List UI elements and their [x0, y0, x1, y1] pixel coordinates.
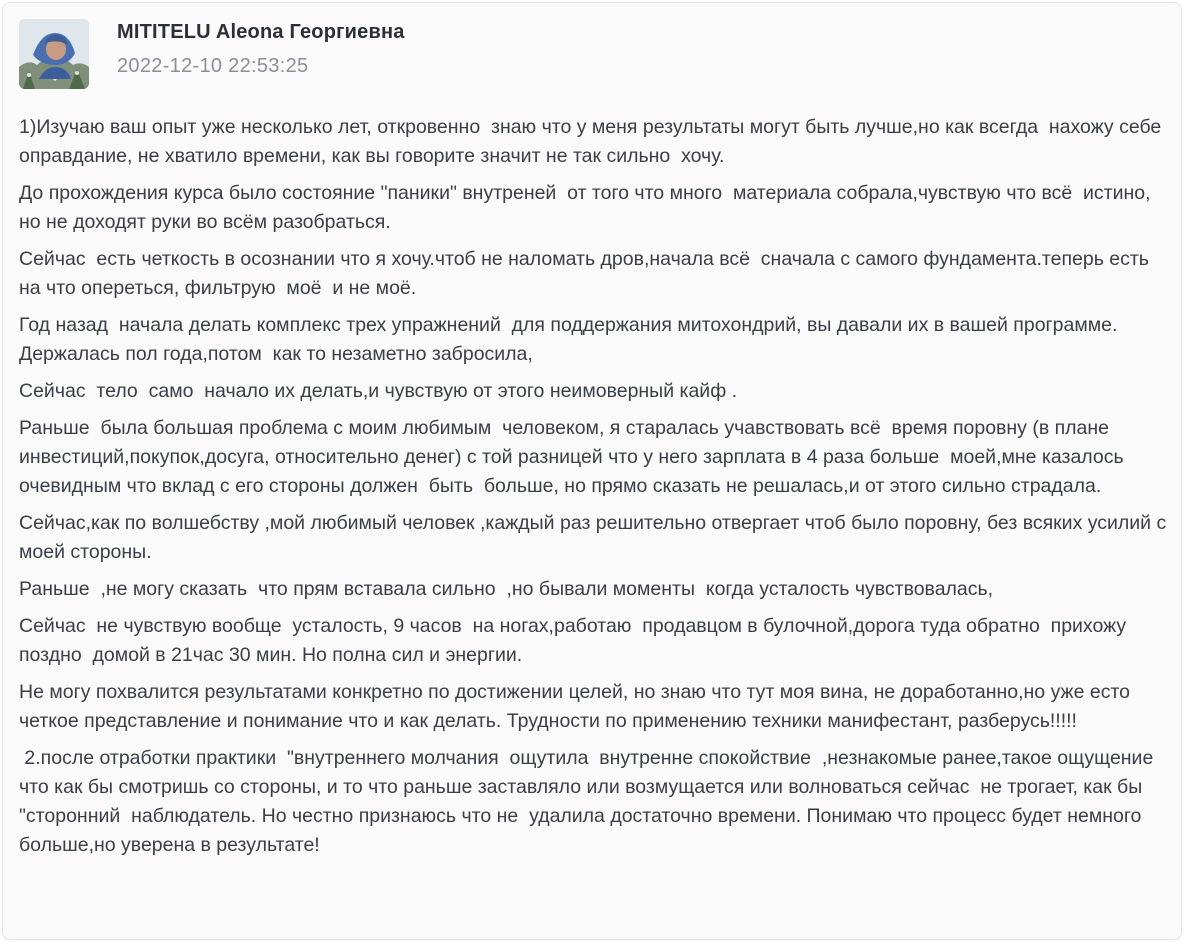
comment-paragraph: Раньше была большая проблема с моим любимым человеком, я старалась учавствовать всё время поровну (в плане инвестиций,покупок,досуга, относительно денег) с той разницей что у него зарплата в 4 раза больше моей,мне казалось очевидным что вклад с его стороны должен быть больше, но прямо сказать не решалась,и от этого сильно страдала. — [19, 417, 1130, 497]
comment-paragraph: Сейчас,как по волшебству ,мой любимый человек ,каждый раз решительно отвергает чтоб было поровну, без всяких усилий с моей стороны. — [19, 512, 1172, 563]
comment-paragraph: Сейчас тело само начало их делать,и чувствую от этого неимоверный кайф . — [19, 380, 738, 402]
avatar-photo-icon — [19, 19, 89, 89]
comment-paragraph: До прохождения курса было состояние "паники" внутреней от того что много материала собрала,чувствую что всё истино, но не доходят руки во всём разобраться. — [19, 182, 1156, 233]
user-avatar[interactable] — [19, 19, 89, 89]
comment-paragraph: Раньше ,не могу сказать что прям вставала сильно ,но бывали моменты когда усталость чувствовалась, — [19, 578, 994, 600]
comment-paragraph: Год назад начала делать комплекс трех упражнений для поддержания митохондрий, вы давали их в вашей программе. Держалась пол года,потом как то незаметно забросила, — [19, 314, 1123, 365]
comment-paragraph: Не могу похвалится результатами конкретно по достижении целей, но знаю что тут моя вина, не доработанно,но уже есто четкое представление и понимание что и как делать. Трудности по применению техники манифестант, разберусь!!!!! — [19, 681, 1136, 732]
comment-paragraph: 2.после отработки практики "внутреннего молчания ощутила внутренне спокойствие ,незнакомые ранее,такое ощущение что как бы смотришь со стороны, и то что раньше заставляло или возмущается или волноваться сейчас не трогает, как бы "сторонний наблюдатель. Но честно признаюсь что не удалила достаточно времени. Понимаю что процесс будет немного больше,но уверена в результате! — [19, 747, 1165, 856]
comment-paragraph: Сейчас есть четкость в осознании что я хочу.чтоб не наломать дров,начала всё сначала с самого фундамента.теперь есть на что опереться, фильтрую моё и не моё. — [19, 248, 1155, 299]
comment-body — [19, 113, 1172, 868]
post-timestamp: 2022-12-10 22:53:25 — [117, 55, 309, 77]
comment-card — [2, 2, 1182, 940]
comment-paragraph: Сейчас не чувствую вообще усталость, 9 часов на ногах,работаю продавцом в булочной,дорога туда обратно прихожу поздно домой в 21час 30 мин. Но полна сил и энергии. — [19, 615, 1132, 666]
author-name[interactable]: MITITELU Aleona Георгиевна — [117, 21, 405, 43]
comment-paragraph: 1)Изучаю ваш опыт уже несколько лет, откровенно знаю что у меня результаты могут быть лучше,но как всегда нахожу себе оправдание, не хватило времени, как вы говорите значит не так сильно хочу. — [19, 116, 1167, 167]
